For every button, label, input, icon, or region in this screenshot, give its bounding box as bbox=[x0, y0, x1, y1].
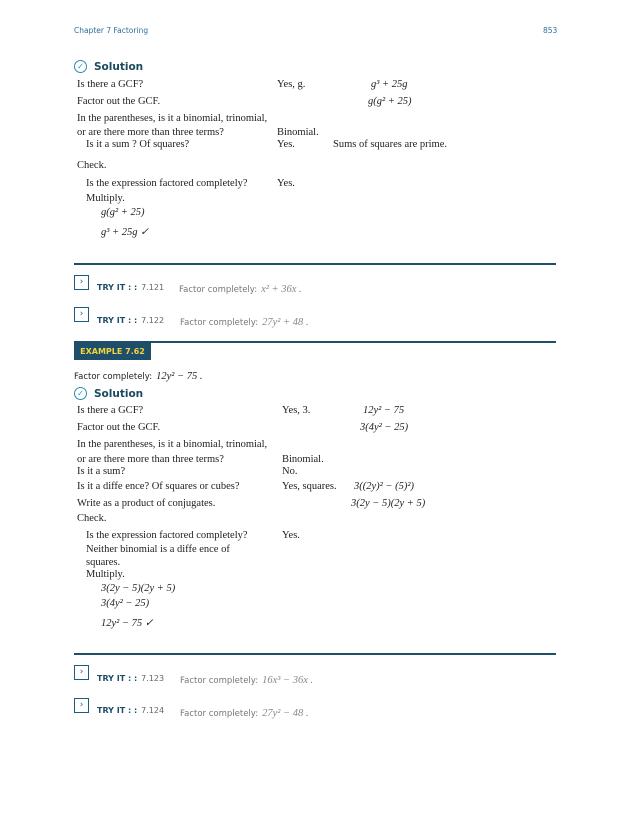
check-label: Check. bbox=[77, 160, 107, 171]
complete-question: Is the expression factored completely? bbox=[86, 530, 248, 541]
paren-question-line1: In the parentheses, is it a binomial, trinomial, bbox=[77, 113, 268, 124]
paren-question-line2: or are there more than three terms? bbox=[77, 454, 224, 465]
try-it-7-123-prompt: Factor completely: 16x³ − 36x . bbox=[180, 675, 314, 686]
complete-answer: Yes. bbox=[277, 178, 295, 189]
chevron-right-icon[interactable]: › bbox=[74, 307, 89, 322]
multiply-step1: g(g² + 25) bbox=[101, 207, 145, 218]
gcf-question: Is there a GCF? bbox=[77, 405, 144, 416]
difference-answer: Yes, squares. bbox=[282, 481, 337, 492]
complete-answer: Yes. bbox=[282, 530, 300, 541]
sum-question: Is it a sum ? Of squares? bbox=[86, 139, 190, 150]
try-it-7-121-prompt: Factor completely: x² + 36x . bbox=[179, 284, 302, 295]
try-it-7-124: TRY IT : : 7.124 bbox=[97, 706, 165, 715]
check-circle-icon: ✓ bbox=[74, 60, 87, 73]
gcf-question: Is there a GCF? bbox=[77, 79, 144, 90]
section-divider bbox=[74, 263, 556, 265]
section-divider bbox=[74, 653, 556, 655]
paren-answer: Binomial. bbox=[282, 454, 324, 465]
chevron-right-icon[interactable]: › bbox=[74, 275, 89, 290]
try-it-7-124-prompt: Factor completely: 27y² − 48 . bbox=[180, 708, 309, 719]
multiply-step3: 12y² − 75 ✓ bbox=[101, 618, 154, 629]
example-prompt: Factor completely: 12y² − 75 . bbox=[74, 371, 203, 382]
try-it-7-121: TRY IT : : 7.121 bbox=[97, 283, 165, 292]
conjugates-expression: 3(2y − 5)(2y + 5) bbox=[351, 498, 426, 509]
difference-question: Is it a diffe ence? Of squares or cubes? bbox=[77, 481, 240, 492]
neither-note-line1: Neither binomial is a diffe ence of bbox=[86, 544, 230, 555]
chapter-title: Chapter 7 Factoring bbox=[74, 26, 149, 35]
chevron-right-icon[interactable]: › bbox=[74, 698, 89, 713]
check-label: Check. bbox=[77, 513, 107, 524]
neither-note-line2: squares. bbox=[86, 557, 121, 568]
paren-question-line1: In the parentheses, is it a binomial, trinomial, bbox=[77, 439, 268, 450]
conjugates-question: Write as a product of conjugates. bbox=[77, 498, 216, 509]
factor-expression: 3(4y² − 25) bbox=[360, 422, 409, 433]
sum-answer: No. bbox=[282, 466, 298, 477]
solution-heading: ✓ Solution bbox=[74, 387, 143, 400]
page-number: 853 bbox=[543, 26, 558, 35]
sum-note: Sums of squares are prime. bbox=[333, 139, 448, 150]
gcf-expression: 12y² − 75 bbox=[363, 405, 405, 416]
multiply-label: Multiply. bbox=[86, 193, 125, 204]
gcf-answer: Yes, 3. bbox=[282, 405, 311, 416]
difference-expression: 3((2y)² − (5)²) bbox=[354, 481, 415, 492]
chevron-right-icon[interactable]: › bbox=[74, 665, 89, 680]
gcf-expression: g³ + 25g bbox=[371, 79, 408, 90]
try-it-7-123: TRY IT : : 7.123 bbox=[97, 674, 165, 683]
complete-question: Is the expression factored completely? bbox=[86, 178, 248, 189]
factor-expression: g(g² + 25) bbox=[368, 96, 412, 107]
try-it-7-122-prompt: Factor completely: 27y² + 48 . bbox=[180, 317, 309, 328]
check-circle-icon: ✓ bbox=[74, 387, 87, 400]
multiply-step1: 3(2y − 5)(2y + 5) bbox=[101, 583, 176, 594]
sum-question: Is it a sum? bbox=[77, 466, 126, 477]
try-it-7-122: TRY IT : : 7.122 bbox=[97, 316, 165, 325]
solution-heading: ✓ Solution bbox=[74, 60, 143, 73]
paren-question-line2: or are there more than three terms? bbox=[77, 127, 224, 138]
example-badge: EXAMPLE 7.62 bbox=[74, 343, 151, 360]
multiply-step2: g³ + 25g ✓ bbox=[101, 227, 149, 238]
multiply-step2: 3(4y² − 25) bbox=[101, 598, 150, 609]
factor-question: Factor out the GCF. bbox=[77, 422, 161, 433]
factor-question: Factor out the GCF. bbox=[77, 96, 161, 107]
gcf-answer: Yes, g. bbox=[277, 79, 306, 90]
sum-answer: Yes. bbox=[277, 139, 295, 150]
multiply-label: Multiply. bbox=[86, 569, 125, 580]
paren-answer: Binomial. bbox=[277, 127, 319, 138]
